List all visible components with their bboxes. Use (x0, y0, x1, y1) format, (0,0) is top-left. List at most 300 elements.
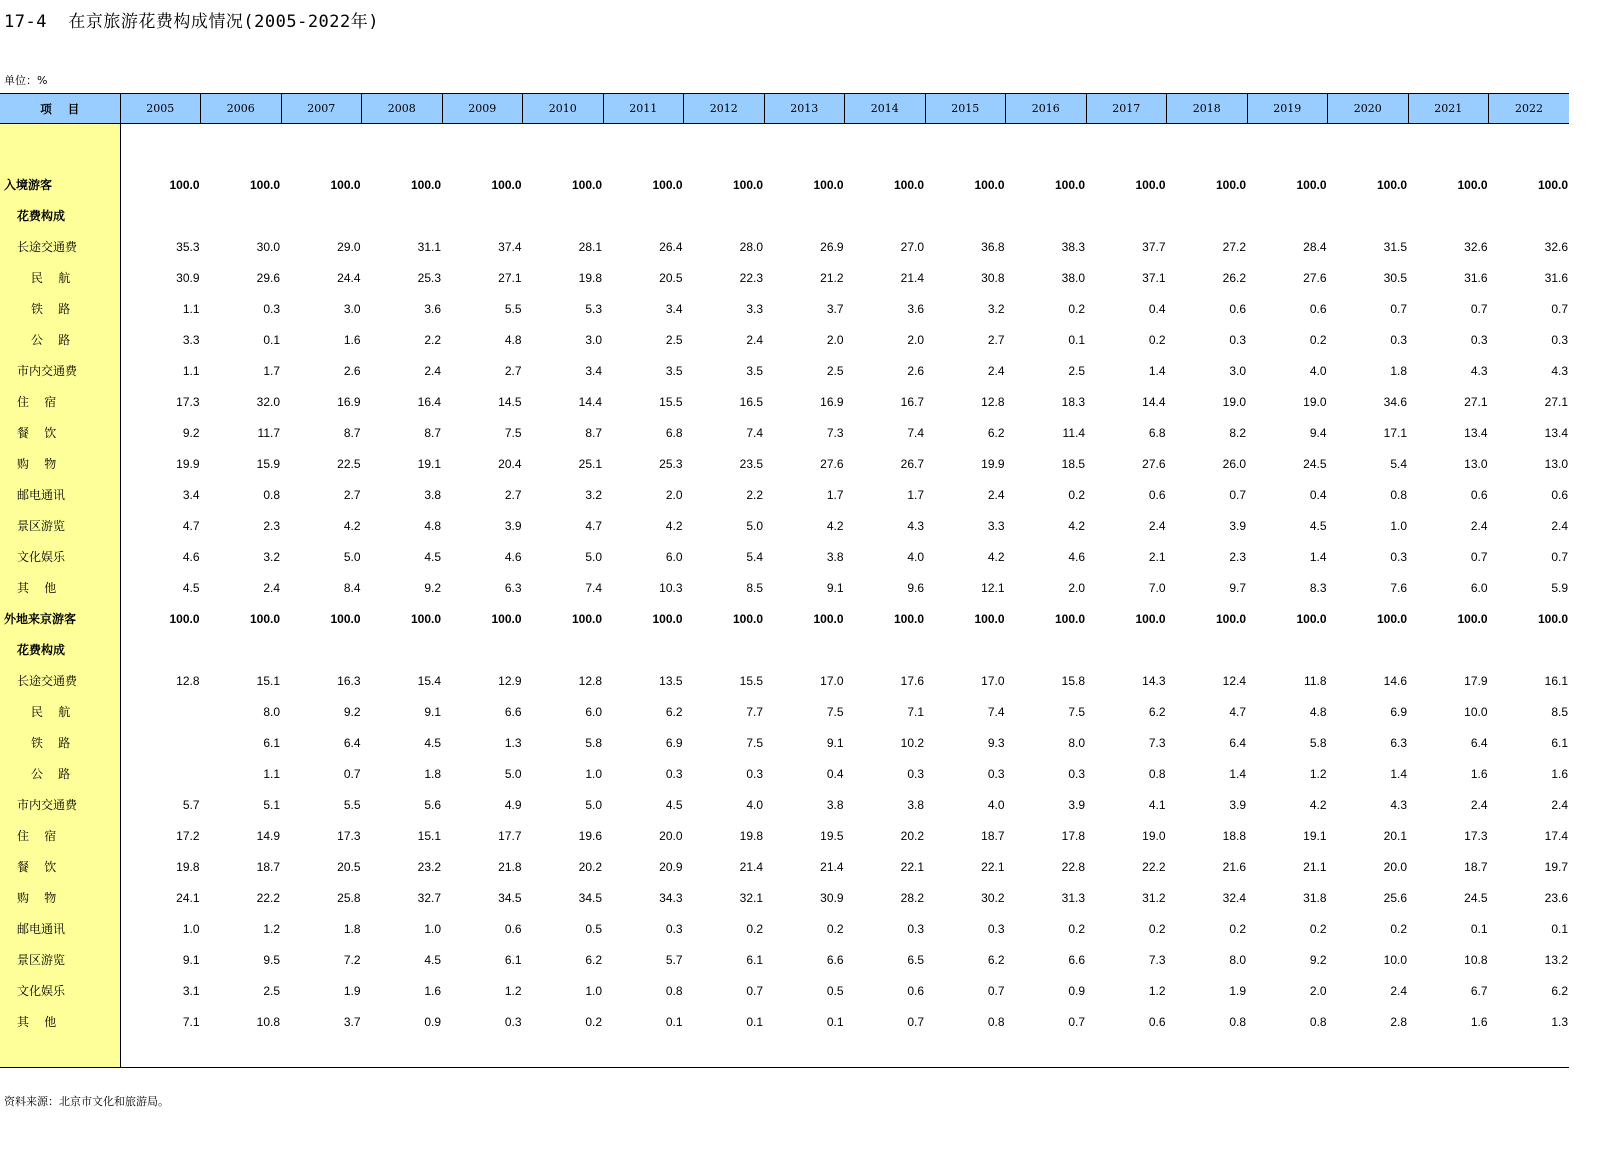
table-cell (120, 758, 201, 789)
table-cell: 20.0 (1383, 859, 1407, 874)
table-cell: 13.4 (1544, 425, 1568, 440)
table-cell: 3.8 (826, 549, 844, 564)
table-cell: 7.3 (826, 425, 844, 440)
table-cell (201, 200, 282, 231)
table-cell: 100.0 (813, 611, 844, 626)
table-cell: 5.0 (585, 549, 602, 564)
table-cell: 100.0 (1376, 177, 1407, 192)
table-cell: 100.0 (1457, 611, 1488, 626)
row-label: 住 宿 (0, 386, 120, 417)
table-cell (1247, 200, 1328, 231)
table-cell: 1.6 (1551, 766, 1568, 781)
table-cell: 10.8 (256, 1014, 280, 1029)
table-cell: 17.1 (1383, 425, 1407, 440)
table-cell: 8.5 (1551, 704, 1568, 719)
table-cell: 4.7 (182, 518, 200, 533)
table-cell: 26.0 (1222, 456, 1246, 471)
table-cell: 2.4 (1470, 797, 1488, 812)
table-cell: 28.0 (739, 239, 763, 254)
table-cell: 8.0 (263, 704, 280, 719)
table-cell: 18.7 (256, 859, 280, 874)
table-cell: 3.9 (1229, 797, 1246, 812)
table-cell: 100.0 (1215, 177, 1246, 192)
table-cell: 18.8 (1222, 828, 1246, 843)
table-cell: 1.1 (182, 301, 200, 316)
table-cell: 1.9 (343, 983, 361, 998)
table-cell: 4.5 (424, 549, 441, 564)
table-cell: 4.6 (182, 549, 200, 564)
table-row (0, 169, 1569, 200)
table-cell (1006, 200, 1087, 231)
table-cell: 0.2 (1390, 921, 1407, 936)
table-cell: 0.7 (746, 983, 763, 998)
table-cell: 34.3 (659, 890, 683, 905)
table-cell: 6.6 (1068, 952, 1085, 967)
table-cell: 4.7 (585, 518, 602, 533)
table-cell: 17.0 (981, 673, 1005, 688)
table-cell: 37.1 (1142, 270, 1166, 285)
table-cell (120, 727, 201, 758)
table-cell: 23.6 (1544, 890, 1568, 905)
table-cell: 100.0 (974, 177, 1005, 192)
table-cell: 18.3 (1061, 394, 1085, 409)
table-cell: 4.5 (424, 735, 441, 750)
table-cell: 16.5 (739, 394, 763, 409)
table-cell: 4.0 (1309, 363, 1327, 378)
table-cell: 20.2 (900, 828, 924, 843)
table-cell: 28.2 (900, 890, 924, 905)
table-cell: 14.3 (1142, 673, 1166, 688)
row-label: 邮电通讯 (0, 479, 120, 510)
table-cell: 14.6 (1383, 673, 1407, 688)
table-cell: 0.7 (1551, 549, 1568, 564)
page-title: 17-4 在京旅游花费构成情况(2005-2022年) (4, 12, 379, 32)
table-cell: 6.9 (1390, 704, 1407, 719)
table-cell: 0.5 (826, 983, 844, 998)
table-cell: 22.8 (1061, 859, 1085, 874)
row-label: 餐 饮 (0, 417, 120, 448)
table-cell: 19.0 (1222, 394, 1246, 409)
table-cell: 21.4 (820, 859, 844, 874)
table-row (0, 231, 1569, 262)
table-cell: 1.2 (504, 983, 522, 998)
table-cell: 2.5 (1068, 363, 1085, 378)
table-cell (362, 200, 443, 231)
table-cell: 15.1 (256, 673, 280, 688)
table-cell: 20.4 (498, 456, 522, 471)
table-cell: 7.1 (907, 704, 924, 719)
table-cell: 31.1 (417, 239, 441, 254)
table-cell: 8.0 (1068, 735, 1085, 750)
table-cell: 20.5 (337, 859, 361, 874)
table-cell: 6.3 (1390, 735, 1407, 750)
table-cell: 4.2 (987, 549, 1005, 564)
table-cell: 8.4 (343, 580, 361, 595)
table-cell: 30.0 (256, 239, 280, 254)
table-cell: 4.2 (1068, 518, 1085, 533)
table-cell: 10.0 (1464, 704, 1488, 719)
table-cell: 1.9 (1229, 983, 1246, 998)
row-label: 购 物 (0, 448, 120, 479)
table-cell: 6.3 (504, 580, 522, 595)
table-row (0, 510, 1569, 541)
table-cell: 5.4 (1390, 456, 1407, 471)
table-cell: 2.2 (424, 332, 441, 347)
table-cell: 100.0 (330, 177, 361, 192)
row-label: 长途交通费 (0, 231, 120, 262)
table-cell: 20.9 (659, 859, 683, 874)
table-cell: 22.2 (256, 890, 280, 905)
table-cell (442, 634, 523, 665)
table-cell: 26.7 (900, 456, 924, 471)
table-cell: 0.1 (1068, 332, 1085, 347)
table-cell: 0.3 (1068, 766, 1085, 781)
table-cell: 9.3 (987, 735, 1005, 750)
table-cell: 22.1 (900, 859, 924, 874)
table-cell: 37.7 (1142, 239, 1166, 254)
table-cell: 0.7 (343, 766, 361, 781)
table-cell (1167, 200, 1248, 231)
table-cell: 21.8 (498, 859, 522, 874)
table-cell: 13.0 (1464, 456, 1488, 471)
table-cell: 10.2 (900, 735, 924, 750)
table-cell: 30.5 (1383, 270, 1407, 285)
table-cell (845, 634, 926, 665)
table-cell: 4.1 (1148, 797, 1166, 812)
table-row (0, 200, 1569, 231)
table-cell: 3.8 (826, 797, 844, 812)
table-cell: 19.0 (1303, 394, 1327, 409)
table-cell: 0.1 (826, 1014, 844, 1029)
table-cell: 31.2 (1142, 890, 1166, 905)
header-label: 项 目 (0, 94, 120, 124)
table-cell: 0.2 (1068, 487, 1085, 502)
table-cell: 0.3 (1390, 332, 1407, 347)
table-cell: 100.0 (1296, 611, 1327, 626)
table-cell: 0.1 (263, 332, 280, 347)
table-cell: 5.8 (585, 735, 602, 750)
header-year: 2012 (684, 94, 765, 124)
table-cell: 2.4 (1551, 797, 1568, 812)
table-cell: 9.1 (826, 735, 844, 750)
row-label: 公 路 (0, 758, 120, 789)
table-cell: 19.0 (1142, 828, 1166, 843)
table-cell: 2.0 (907, 332, 924, 347)
table-cell: 25.3 (659, 456, 683, 471)
table-cell: 0.8 (1229, 1014, 1246, 1029)
table-cell: 11.7 (257, 425, 280, 440)
table-cell: 100.0 (1135, 611, 1166, 626)
table-cell: 3.3 (987, 518, 1005, 533)
table-cell: 3.2 (987, 301, 1005, 316)
table-cell: 19.6 (578, 828, 602, 843)
table-cell: 26.9 (820, 239, 844, 254)
table-cell (845, 200, 926, 231)
table-cell: 17.7 (498, 828, 522, 843)
table-cell: 4.6 (1068, 549, 1085, 564)
table-cell: 1.4 (1390, 766, 1407, 781)
table-cell: 100.0 (330, 611, 361, 626)
table-cell: 3.2 (263, 549, 280, 564)
table-cell: 4.2 (826, 518, 844, 533)
table-cell: 4.8 (504, 332, 522, 347)
table-cell: 9.1 (826, 580, 844, 595)
table-cell: 34.5 (578, 890, 602, 905)
table-cell: 7.7 (746, 704, 763, 719)
table-cell: 100.0 (1135, 177, 1166, 192)
table-cell: 6.9 (665, 735, 683, 750)
table-cell: 12.4 (1222, 673, 1246, 688)
table-cell (201, 634, 282, 665)
table-cell: 6.2 (987, 425, 1005, 440)
table-cell: 1.8 (1390, 363, 1407, 378)
table-cell: 30.9 (820, 890, 844, 905)
table-cell: 0.2 (1148, 921, 1166, 936)
table-cell: 2.4 (424, 363, 441, 378)
table-cell: 15.5 (739, 673, 763, 688)
table-cell: 11.4 (1062, 425, 1085, 440)
table-cell: 6.6 (826, 952, 844, 967)
table-cell (442, 200, 523, 231)
table-cell: 32.6 (1464, 239, 1488, 254)
row-label: 民 航 (0, 262, 120, 293)
header-year: 2020 (1328, 94, 1409, 124)
table-cell: 7.4 (987, 704, 1005, 719)
table-cell: 35.3 (176, 239, 200, 254)
table-cell: 8.7 (424, 425, 441, 440)
table-cell: 0.1 (1470, 921, 1488, 936)
table-cell: 15.1 (417, 828, 441, 843)
table-cell: 6.2 (987, 952, 1005, 967)
table-cell: 21.6 (1222, 859, 1246, 874)
table-cell: 16.1 (1544, 673, 1568, 688)
table-cell: 2.1 (1148, 549, 1166, 564)
table-cell: 25.6 (1383, 890, 1407, 905)
table-cell: 0.2 (585, 1014, 602, 1029)
table-cell: 25.8 (337, 890, 361, 905)
table-cell: 100.0 (813, 177, 844, 192)
table-row (0, 324, 1569, 355)
table-cell: 20.1 (1383, 828, 1407, 843)
table-cell: 17.3 (1464, 828, 1488, 843)
table-row (0, 696, 1569, 727)
table-cell: 3.3 (746, 301, 763, 316)
table-row (0, 944, 1569, 975)
table-cell: 6.1 (504, 952, 522, 967)
table-cell (120, 696, 201, 727)
table-cell: 1.7 (907, 487, 924, 502)
table-cell: 7.3 (1148, 735, 1166, 750)
table-cell (603, 200, 684, 231)
row-label: 长途交通费 (0, 665, 120, 696)
table-row (0, 727, 1569, 758)
table-row (0, 386, 1569, 417)
table-cell: 2.3 (1229, 549, 1246, 564)
table-cell: 24.5 (1464, 890, 1488, 905)
table-cell: 0.3 (665, 921, 683, 936)
header-year: 2021 (1408, 94, 1489, 124)
table-cell: 7.5 (746, 735, 763, 750)
table-cell: 1.2 (1148, 983, 1166, 998)
table-cell: 37.4 (498, 239, 522, 254)
table-cell: 8.0 (1229, 952, 1246, 967)
table-cell: 19.9 (176, 456, 200, 471)
row-label: 市内交通费 (0, 789, 120, 820)
table-cell (1328, 200, 1409, 231)
table-cell: 7.2 (343, 952, 361, 967)
table-cell: 7.4 (907, 425, 924, 440)
table-cell: 24.1 (176, 890, 200, 905)
table-cell: 3.2 (585, 487, 602, 502)
table-cell: 27.6 (1142, 456, 1166, 471)
table-cell: 3.8 (907, 797, 924, 812)
table-cell: 3.3 (182, 332, 200, 347)
table-cell: 1.6 (1470, 766, 1488, 781)
row-label: 其 他 (0, 1006, 120, 1037)
table-cell (1408, 634, 1489, 665)
table-row (0, 851, 1569, 882)
table-cell: 2.2 (746, 487, 763, 502)
table-cell: 16.4 (417, 394, 441, 409)
table-cell: 100.0 (1537, 177, 1568, 192)
table-cell: 3.4 (585, 363, 602, 378)
row-label: 文化娱乐 (0, 975, 120, 1006)
table-cell: 6.4 (1470, 735, 1488, 750)
table-cell: 0.6 (907, 983, 924, 998)
table-cell: 3.0 (343, 301, 361, 316)
table-cell: 29.6 (256, 270, 280, 285)
table-cell: 100.0 (169, 177, 200, 192)
table-cell: 12.8 (176, 673, 200, 688)
table-cell: 0.3 (907, 921, 924, 936)
table-row (0, 541, 1569, 572)
table-cell: 1.0 (585, 766, 602, 781)
table-cell: 0.7 (907, 1014, 924, 1029)
table-cell: 0.3 (263, 301, 280, 316)
table-cell: 15.5 (659, 394, 683, 409)
table-cell: 3.7 (343, 1014, 361, 1029)
table-cell: 2.7 (343, 487, 361, 502)
table-cell: 7.5 (504, 425, 522, 440)
table-cell: 25.1 (578, 456, 602, 471)
table-cell: 19.8 (578, 270, 602, 285)
table-cell: 0.6 (504, 921, 522, 936)
table-cell: 2.0 (1068, 580, 1085, 595)
header-year: 2008 (362, 94, 443, 124)
table-cell: 23.5 (739, 456, 763, 471)
table-cell: 2.4 (263, 580, 280, 595)
table-cell: 2.5 (665, 332, 683, 347)
table-cell: 0.6 (1229, 301, 1246, 316)
table-cell: 6.4 (1229, 735, 1246, 750)
table-cell: 13.0 (1544, 456, 1568, 471)
table-cell: 3.4 (665, 301, 683, 316)
table-cell: 29.0 (337, 239, 361, 254)
table-cell (764, 634, 845, 665)
table-cell: 9.1 (424, 704, 441, 719)
table-cell: 1.6 (343, 332, 361, 347)
table-cell: 26.4 (659, 239, 683, 254)
table-cell: 2.4 (987, 363, 1005, 378)
table-row (0, 913, 1569, 944)
table-cell: 0.3 (907, 766, 924, 781)
table-cell: 28.1 (578, 239, 602, 254)
table-cell: 0.7 (1551, 301, 1568, 316)
table-cell: 1.1 (182, 363, 200, 378)
table-cell: 1.4 (1229, 766, 1246, 781)
table-row (0, 355, 1569, 386)
table-cell: 28.4 (1303, 239, 1327, 254)
table-cell: 6.4 (343, 735, 361, 750)
table-cell: 12.1 (981, 580, 1005, 595)
row-label: 民 航 (0, 696, 120, 727)
table-cell: 2.0 (1309, 983, 1327, 998)
table-cell: 0.9 (1068, 983, 1085, 998)
row-label: 购 物 (0, 882, 120, 913)
table-cell: 3.9 (1229, 518, 1246, 533)
table-body (0, 124, 1569, 1068)
table-cell: 22.5 (337, 456, 361, 471)
table-cell: 0.6 (1309, 301, 1327, 316)
table-cell: 1.8 (424, 766, 441, 781)
table-cell: 0.6 (1148, 487, 1166, 502)
table-cell: 32.0 (256, 394, 280, 409)
table-cell: 1.0 (585, 983, 602, 998)
table-cell (120, 634, 201, 665)
table-cell (1328, 634, 1409, 665)
table-cell: 7.5 (826, 704, 844, 719)
table-cell: 4.0 (987, 797, 1005, 812)
unit-note: 单位：% (4, 74, 48, 87)
table-cell: 2.6 (907, 363, 924, 378)
row-label: 外地来京游客 (0, 603, 120, 634)
table-cell (1167, 634, 1248, 665)
table-cell: 100.0 (169, 611, 200, 626)
table-cell (603, 634, 684, 665)
table-cell: 32.6 (1544, 239, 1568, 254)
table-cell: 4.0 (907, 549, 924, 564)
table-cell: 10.0 (1383, 952, 1407, 967)
table-cell: 5.4 (746, 549, 763, 564)
table-cell: 3.6 (424, 301, 441, 316)
table-cell: 32.7 (417, 890, 441, 905)
table-cell: 2.4 (1148, 518, 1166, 533)
table-cell: 30.8 (981, 270, 1005, 285)
row-label: 铁 路 (0, 293, 120, 324)
table-cell: 5.5 (343, 797, 361, 812)
table-cell: 27.6 (820, 456, 844, 471)
row-label: 市内交通费 (0, 355, 120, 386)
table-cell: 100.0 (1054, 177, 1085, 192)
table-cell: 3.4 (182, 487, 200, 502)
table-cell (1086, 634, 1167, 665)
table-cell: 1.0 (1390, 518, 1407, 533)
table-cell: 4.5 (424, 952, 441, 967)
row-label: 住 宿 (0, 820, 120, 851)
table-cell: 0.4 (1148, 301, 1166, 316)
table-cell: 2.7 (504, 487, 522, 502)
row-label: 邮电通讯 (0, 913, 120, 944)
table-cell: 7.4 (746, 425, 763, 440)
row-label: 公 路 (0, 324, 120, 355)
table-cell: 6.0 (665, 549, 683, 564)
table-cell: 16.7 (900, 394, 924, 409)
table-cell: 7.6 (1390, 580, 1407, 595)
table-cell: 31.3 (1061, 890, 1085, 905)
table-cell: 17.8 (1061, 828, 1085, 843)
table-cell: 5.7 (665, 952, 683, 967)
table-cell: 0.3 (987, 766, 1005, 781)
